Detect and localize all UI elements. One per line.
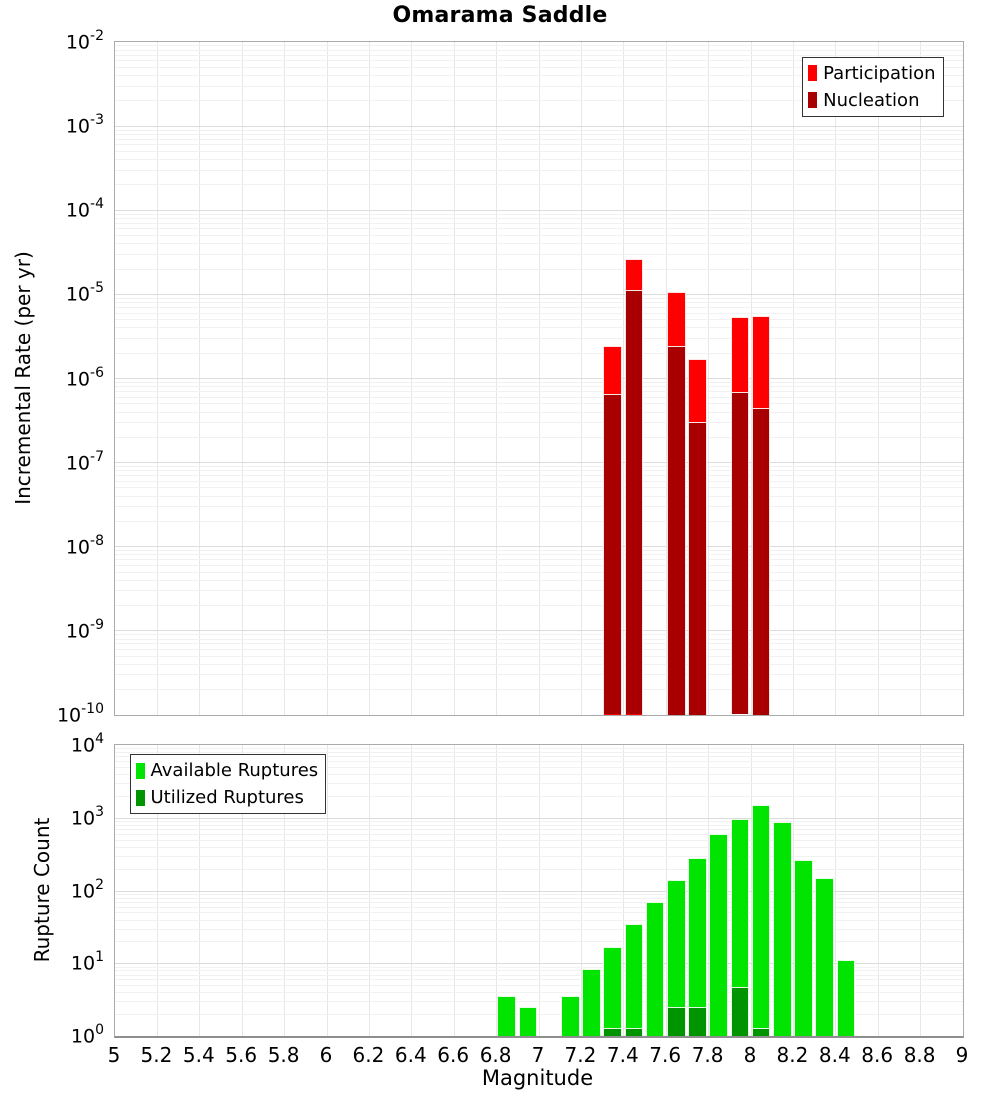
gridline-minor — [115, 821, 963, 822]
legend-label-participation: Participation — [823, 62, 936, 84]
gridline-minor — [115, 422, 963, 423]
legend-item-available-ruptures — [136, 757, 319, 784]
x-tick-label: 6.4 — [394, 1043, 427, 1067]
gridline-minor — [115, 590, 963, 591]
bar-available-ruptures — [773, 822, 792, 1036]
legend-label-utilized-ruptures: Utilized Ruptures — [150, 787, 304, 808]
gridline-minor — [115, 929, 963, 930]
x-tick-label: 6 — [319, 1043, 333, 1067]
y-tick-label: $10^{-6}$ — [65, 364, 104, 390]
gridline-minor — [115, 565, 963, 566]
x-tick-label: 5 — [107, 1043, 121, 1067]
gridline-minor — [115, 847, 963, 848]
y-tick-label: $10^{-9}$ — [65, 616, 104, 643]
gridline-minor — [115, 656, 963, 657]
count-legend — [130, 754, 327, 814]
bar-utilized-ruptures — [603, 1028, 622, 1036]
bar-utilized-ruptures — [752, 1028, 771, 1036]
bar-available-ruptures — [603, 947, 622, 1037]
x-tick-label: 8.2 — [776, 1043, 809, 1067]
gridline-minor — [115, 475, 963, 476]
bar-available-ruptures — [582, 969, 601, 1036]
gridline-minor — [115, 912, 963, 913]
x-tick-label: 7.8 — [691, 1043, 724, 1067]
gridline-minor — [115, 170, 963, 171]
gridline-minor — [115, 634, 963, 635]
y-tick-label: $10^{-7}$ — [65, 448, 104, 474]
gridline-minor — [115, 307, 963, 308]
x-tick-label: 9 — [955, 1043, 969, 1067]
page-title: Omarama Saddle — [392, 3, 608, 28]
available-ruptures-swatch-icon — [136, 763, 145, 779]
gridline-minor — [115, 580, 963, 581]
y-tick-label: $10^3$ — [70, 803, 104, 830]
gridline-minor — [115, 559, 963, 560]
gridline-minor — [115, 470, 963, 471]
y-axis-label-rupture-count: Rupture Count — [30, 817, 54, 963]
gridline-minor — [115, 139, 963, 140]
gridline-major — [115, 294, 963, 295]
gridline-minor — [115, 130, 963, 131]
gridline-minor — [115, 382, 963, 383]
gridline-minor — [115, 338, 963, 339]
gridline-minor — [115, 144, 963, 145]
gridline-minor — [115, 302, 963, 303]
gridline-minor — [115, 643, 963, 644]
y-tick-label: $10^1$ — [70, 949, 104, 975]
y-tick-label: $10^{-10}$ — [56, 701, 104, 727]
legend-label-nucleation: Nucleation — [823, 89, 920, 111]
count-plot-area — [114, 744, 964, 1038]
gridline-minor — [115, 572, 963, 573]
gridline-minor — [115, 649, 963, 650]
gridline-minor — [115, 466, 963, 467]
gridline-minor — [115, 970, 963, 971]
x-tick-label: 7 — [531, 1043, 545, 1067]
bar-nucleation — [625, 290, 644, 714]
gridline-minor — [115, 1001, 963, 1002]
gridline-minor — [115, 487, 963, 488]
bar-nucleation — [603, 394, 622, 715]
gridline-minor — [115, 829, 963, 830]
gridline-minor — [115, 898, 963, 899]
gridline-minor — [115, 319, 963, 320]
y-tick-label: $10^0$ — [70, 1022, 104, 1048]
gridline-minor — [115, 907, 963, 908]
x-tick-label: 5.8 — [267, 1043, 300, 1067]
bar-available-ruptures — [815, 878, 834, 1036]
bar-available-ruptures — [709, 834, 728, 1036]
gridline-minor — [115, 269, 963, 270]
x-tick-label: 5.2 — [140, 1043, 173, 1067]
x-tick-label: 7.4 — [606, 1043, 639, 1067]
gridline-minor — [115, 184, 963, 185]
gridline-minor — [115, 550, 963, 551]
gridline-minor — [115, 521, 963, 522]
rate-legend — [802, 57, 943, 117]
participation-swatch-icon — [808, 65, 817, 81]
gridline-minor — [115, 967, 963, 968]
gridline-minor — [115, 134, 963, 135]
x-tick-label: 8.8 — [903, 1043, 936, 1067]
gridline-minor — [115, 674, 963, 675]
gridline-minor — [115, 353, 963, 354]
bar-utilized-ruptures — [731, 987, 750, 1036]
gridline-minor — [115, 228, 963, 229]
bar-available-ruptures — [519, 1007, 538, 1036]
gridline-minor — [115, 985, 963, 986]
gridline-minor — [115, 55, 963, 56]
gridline-minor — [115, 218, 963, 219]
gridline-major — [115, 126, 963, 127]
gridline-minor — [115, 243, 963, 244]
gridline-minor — [115, 235, 963, 236]
x-tick-label: 5.6 — [225, 1043, 258, 1067]
y-tick-label: $10^{-5}$ — [65, 280, 104, 306]
gridline-minor — [115, 496, 963, 497]
gridline-minor — [115, 391, 963, 392]
gridline-major — [115, 462, 963, 463]
gridline-minor — [115, 403, 963, 404]
bar-available-ruptures — [497, 996, 516, 1037]
gridline-major — [115, 963, 963, 964]
gridline-minor — [115, 481, 963, 482]
gridline-minor — [115, 298, 963, 299]
gridline-minor — [115, 752, 963, 753]
legend-item-participation — [808, 60, 935, 87]
gridline-minor — [115, 214, 963, 215]
gridline-minor — [115, 506, 963, 507]
utilized-ruptures-swatch-icon — [136, 790, 145, 806]
gridline-minor — [115, 223, 963, 224]
y-axis-label-incremental-rate: Incremental Rate (per yr) — [11, 251, 35, 505]
gridline-minor — [115, 664, 963, 665]
legend-label-available-ruptures: Available Ruptures — [150, 760, 319, 781]
gridline-major — [115, 210, 963, 211]
bar-utilized-ruptures — [667, 1007, 686, 1036]
gridline-major — [115, 818, 963, 819]
bar-utilized-ruptures — [688, 1007, 707, 1036]
bar-utilized-ruptures — [625, 1028, 644, 1036]
gridline-minor — [115, 825, 963, 826]
gridline-minor — [115, 1014, 963, 1015]
gridline-minor — [115, 840, 963, 841]
bar-available-ruptures — [837, 960, 856, 1036]
gridline-minor — [115, 45, 963, 46]
y-tick-label: $10^{-3}$ — [65, 112, 104, 138]
gridline-minor — [115, 554, 963, 555]
gridline-minor — [115, 605, 963, 606]
bar-nucleation — [667, 346, 686, 715]
gridline-minor — [115, 327, 963, 328]
y-tick-label: $10^4$ — [70, 731, 104, 757]
gridline-minor — [115, 748, 963, 749]
x-tick-label: 8.6 — [861, 1043, 894, 1067]
gridline-minor — [115, 437, 963, 438]
rate-plot-area — [114, 41, 964, 716]
gridline-minor — [115, 902, 963, 903]
gridline-minor — [115, 397, 963, 398]
gridline-minor — [115, 386, 963, 387]
gridline-minor — [115, 992, 963, 993]
gridline-minor — [115, 856, 963, 857]
gridline-minor — [115, 159, 963, 160]
bar-available-ruptures — [561, 996, 580, 1037]
x-tick-label: 6.8 — [479, 1043, 512, 1067]
x-tick-label: 6.6 — [437, 1043, 470, 1067]
y-tick-label: $10^{-4}$ — [65, 196, 104, 222]
gridline-minor — [115, 941, 963, 942]
y-tick-label: $10^2$ — [70, 876, 104, 902]
bar-nucleation — [688, 422, 707, 715]
x-tick-label: 7.2 — [564, 1043, 597, 1067]
legend-item-utilized-ruptures — [136, 784, 319, 811]
gridline-major — [115, 630, 963, 631]
nucleation-swatch-icon — [808, 92, 817, 108]
x-axis-label-magnitude: Magnitude — [481, 1066, 594, 1090]
gridline-minor — [115, 894, 963, 895]
gridline-minor — [115, 151, 963, 152]
bar-available-ruptures — [794, 860, 813, 1036]
gridline-major — [115, 378, 963, 379]
gridline-minor — [115, 869, 963, 870]
bar-nucleation — [731, 392, 750, 714]
gridline-major — [115, 891, 963, 892]
x-tick-label: 8 — [743, 1043, 757, 1067]
gridline-minor — [115, 975, 963, 976]
bar-nucleation — [752, 408, 771, 715]
gridline-minor — [115, 689, 963, 690]
gridline-minor — [115, 639, 963, 640]
bar-available-ruptures — [752, 805, 771, 1036]
x-tick-label: 8.4 — [818, 1043, 851, 1067]
bar-available-ruptures — [625, 924, 644, 1036]
gridline-minor — [115, 254, 963, 255]
y-tick-label: $10^{-2}$ — [65, 28, 104, 54]
y-tick-label: $10^{-8}$ — [65, 532, 104, 559]
x-tick-label: 5.4 — [182, 1043, 215, 1067]
gridline-minor — [115, 979, 963, 980]
gridline-major — [115, 546, 963, 547]
x-tick-label: 7.6 — [649, 1043, 682, 1067]
bar-available-ruptures — [646, 902, 665, 1036]
gridline-minor — [115, 313, 963, 314]
legend-item-nucleation — [808, 87, 935, 114]
gridline-minor — [115, 834, 963, 835]
gridline-minor — [115, 920, 963, 921]
x-tick-label: 6.2 — [352, 1043, 385, 1067]
gridline-minor — [115, 50, 963, 51]
gridline-minor — [115, 412, 963, 413]
